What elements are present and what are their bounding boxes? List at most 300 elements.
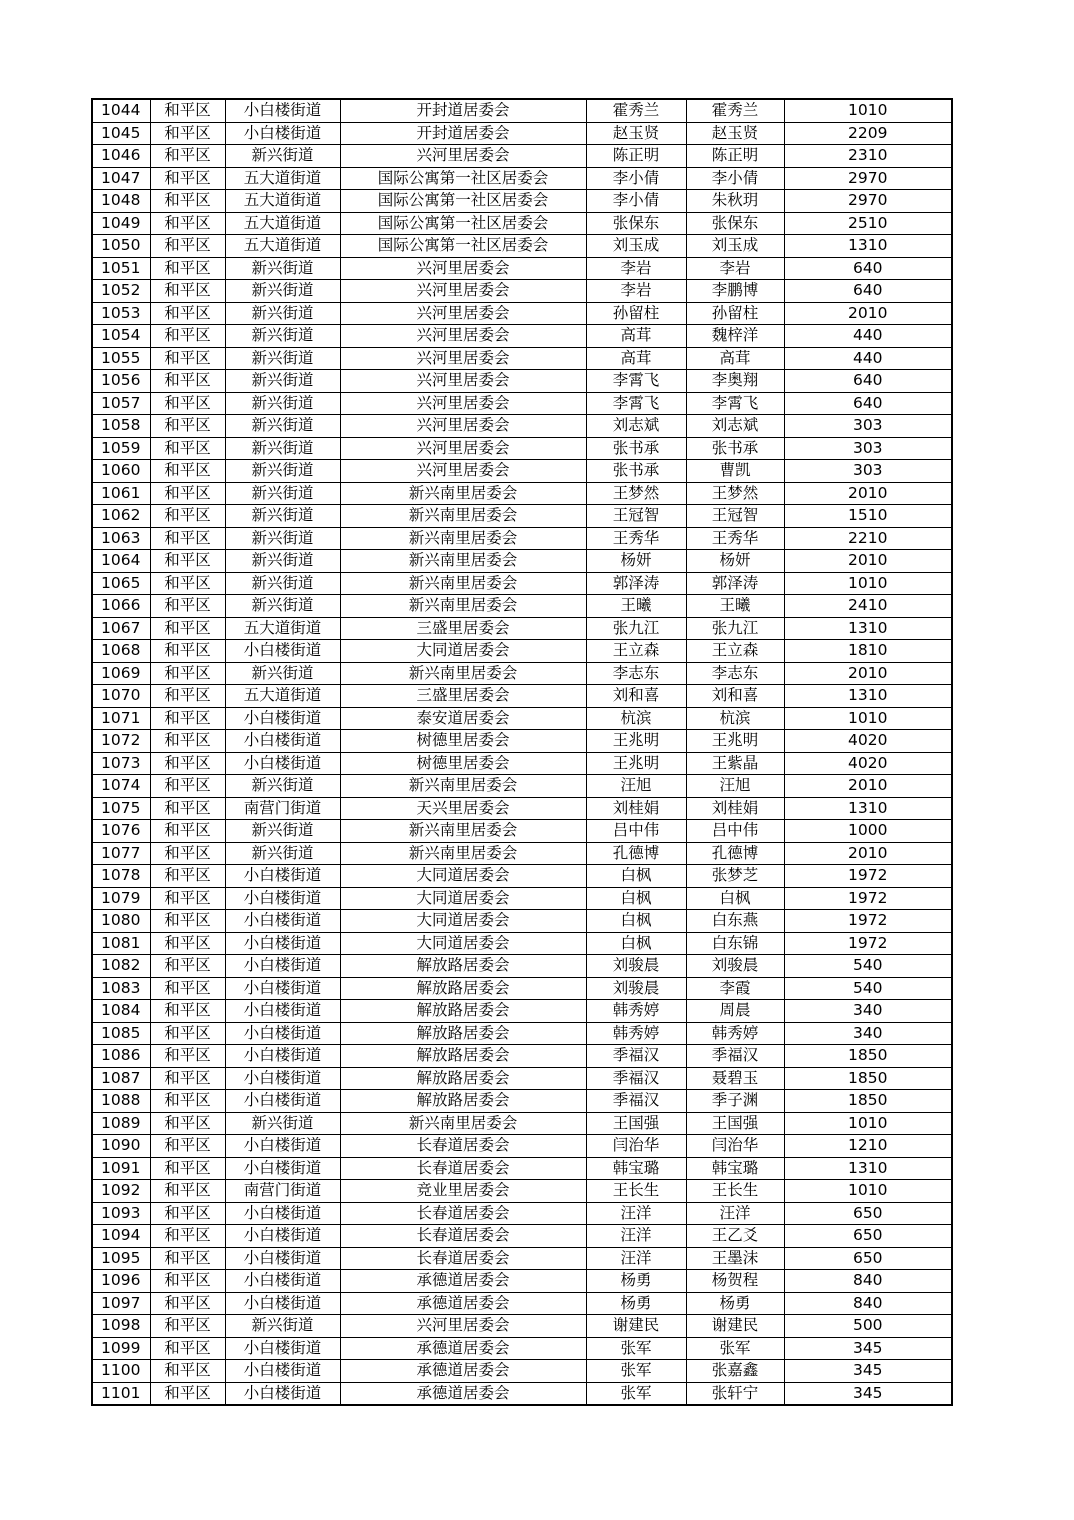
row-number-cell: 1063: [92, 527, 150, 550]
applicant-cell: 季福汉: [586, 1045, 686, 1068]
amount-cell: 2310: [784, 145, 952, 168]
district-cell: 和平区: [150, 190, 225, 213]
committee-cell: 国际公寓第一社区居委会: [340, 235, 586, 258]
committee-cell: 新兴南里居委会: [340, 775, 586, 798]
table-row: [92, 302, 952, 325]
member-cell: 王立森: [686, 640, 784, 663]
row-number-cell: 1072: [92, 730, 150, 753]
applicant-cell: 刘玉成: [586, 235, 686, 258]
committee-cell: 兴河里居委会: [340, 437, 586, 460]
applicant-cell: 王长生: [586, 1180, 686, 1203]
street-cell: 小白楼街道: [225, 1157, 340, 1180]
committee-cell: 兴河里居委会: [340, 392, 586, 415]
member-cell: 闫治华: [686, 1135, 784, 1158]
row-number-cell: 1089: [92, 1112, 150, 1135]
amount-cell: 345: [784, 1360, 952, 1383]
applicant-cell: 陈正明: [586, 145, 686, 168]
table-row: [92, 212, 952, 235]
district-cell: 和平区: [150, 572, 225, 595]
amount-cell: 440: [784, 325, 952, 348]
table-row: [92, 190, 952, 213]
street-cell: 小白楼街道: [225, 887, 340, 910]
amount-cell: 1010: [784, 99, 952, 122]
street-cell: 新兴街道: [225, 460, 340, 483]
committee-cell: 新兴南里居委会: [340, 595, 586, 618]
street-cell: 新兴街道: [225, 437, 340, 460]
street-cell: 新兴街道: [225, 550, 340, 573]
applicant-cell: 李小倩: [586, 190, 686, 213]
street-cell: 新兴街道: [225, 325, 340, 348]
street-cell: 五大道街道: [225, 212, 340, 235]
row-number-cell: 1069: [92, 662, 150, 685]
district-cell: 和平区: [150, 1045, 225, 1068]
row-number-cell: 1086: [92, 1045, 150, 1068]
committee-cell: 兴河里居委会: [340, 280, 586, 303]
table-row: [92, 1180, 952, 1203]
committee-cell: 竞业里居委会: [340, 1180, 586, 1203]
street-cell: 小白楼街道: [225, 1045, 340, 1068]
amount-cell: 2010: [784, 302, 952, 325]
committee-cell: 开封道居委会: [340, 122, 586, 145]
table-row: [92, 415, 952, 438]
committee-cell: 解放路居委会: [340, 1000, 586, 1023]
row-number-cell: 1100: [92, 1360, 150, 1383]
applicant-cell: 赵玉贤: [586, 122, 686, 145]
applicant-cell: 郭泽涛: [586, 572, 686, 595]
committee-cell: 长春道居委会: [340, 1202, 586, 1225]
street-cell: 小白楼街道: [225, 730, 340, 753]
district-cell: 和平区: [150, 145, 225, 168]
amount-cell: 1972: [784, 932, 952, 955]
district-cell: 和平区: [150, 685, 225, 708]
committee-cell: 兴河里居委会: [340, 460, 586, 483]
member-cell: 白东锦: [686, 932, 784, 955]
district-cell: 和平区: [150, 280, 225, 303]
committee-cell: 树德里居委会: [340, 752, 586, 775]
committee-cell: 长春道居委会: [340, 1247, 586, 1270]
row-number-cell: 1065: [92, 572, 150, 595]
street-cell: 小白楼街道: [225, 1135, 340, 1158]
district-cell: 和平区: [150, 370, 225, 393]
applicant-cell: 杨勇: [586, 1292, 686, 1315]
district-cell: 和平区: [150, 527, 225, 550]
table-row: [92, 752, 952, 775]
row-number-cell: 1070: [92, 685, 150, 708]
row-number-cell: 1081: [92, 932, 150, 955]
applicant-cell: 王国强: [586, 1112, 686, 1135]
district-cell: 和平区: [150, 977, 225, 1000]
amount-cell: 650: [784, 1247, 952, 1270]
row-number-cell: 1090: [92, 1135, 150, 1158]
district-cell: 和平区: [150, 1180, 225, 1203]
applicant-cell: 谢建民: [586, 1315, 686, 1338]
table-row: [92, 887, 952, 910]
district-cell: 和平区: [150, 415, 225, 438]
committee-cell: 国际公寓第一社区居委会: [340, 167, 586, 190]
amount-cell: 4020: [784, 730, 952, 753]
table-row: [92, 347, 952, 370]
district-cell: 和平区: [150, 505, 225, 528]
row-number-cell: 1066: [92, 595, 150, 618]
district-cell: 和平区: [150, 865, 225, 888]
table-row: [92, 482, 952, 505]
street-cell: 小白楼街道: [225, 1202, 340, 1225]
district-cell: 和平区: [150, 460, 225, 483]
amount-cell: 1310: [784, 617, 952, 640]
row-number-cell: 1050: [92, 235, 150, 258]
row-number-cell: 1047: [92, 167, 150, 190]
amount-cell: 2010: [784, 662, 952, 685]
amount-cell: 1010: [784, 1180, 952, 1203]
member-cell: 张军: [686, 1337, 784, 1360]
amount-cell: 2970: [784, 167, 952, 190]
street-cell: 新兴街道: [225, 1112, 340, 1135]
street-cell: 小白楼街道: [225, 955, 340, 978]
member-cell: 张书承: [686, 437, 784, 460]
table-row: [92, 145, 952, 168]
row-number-cell: 1074: [92, 775, 150, 798]
committee-cell: 兴河里居委会: [340, 145, 586, 168]
member-cell: 李岩: [686, 257, 784, 280]
committee-cell: 兴河里居委会: [340, 257, 586, 280]
applicant-cell: 张军: [586, 1337, 686, 1360]
row-number-cell: 1046: [92, 145, 150, 168]
street-cell: 新兴街道: [225, 505, 340, 528]
applicant-cell: 刘和喜: [586, 685, 686, 708]
street-cell: 小白楼街道: [225, 910, 340, 933]
row-number-cell: 1056: [92, 370, 150, 393]
applicant-cell: 李岩: [586, 257, 686, 280]
table-row: [92, 775, 952, 798]
applicant-cell: 孔德博: [586, 842, 686, 865]
street-cell: 新兴街道: [225, 347, 340, 370]
street-cell: 新兴街道: [225, 145, 340, 168]
district-cell: 和平区: [150, 325, 225, 348]
amount-cell: 1000: [784, 820, 952, 843]
applicant-cell: 王兆明: [586, 752, 686, 775]
member-cell: 聂碧玉: [686, 1067, 784, 1090]
row-number-cell: 1068: [92, 640, 150, 663]
applicant-cell: 王冠智: [586, 505, 686, 528]
row-number-cell: 1083: [92, 977, 150, 1000]
member-cell: 季福汉: [686, 1045, 784, 1068]
district-cell: 和平区: [150, 662, 225, 685]
committee-cell: 大同道居委会: [340, 910, 586, 933]
committee-cell: 解放路居委会: [340, 977, 586, 1000]
table-row: [92, 1292, 952, 1315]
amount-cell: 1972: [784, 865, 952, 888]
row-number-cell: 1091: [92, 1157, 150, 1180]
committee-cell: 新兴南里居委会: [340, 662, 586, 685]
district-cell: 和平区: [150, 347, 225, 370]
member-cell: 刘桂娟: [686, 797, 784, 820]
committee-cell: 泰安道居委会: [340, 707, 586, 730]
street-cell: 小白楼街道: [225, 1292, 340, 1315]
member-cell: 韩宝璐: [686, 1157, 784, 1180]
member-cell: 陈正明: [686, 145, 784, 168]
member-cell: 刘玉成: [686, 235, 784, 258]
row-number-cell: 1099: [92, 1337, 150, 1360]
street-cell: 小白楼街道: [225, 1090, 340, 1113]
applicant-cell: 汪旭: [586, 775, 686, 798]
applicant-cell: 汪洋: [586, 1247, 686, 1270]
amount-cell: 2510: [784, 212, 952, 235]
applicant-cell: 白枫: [586, 887, 686, 910]
table-row: [92, 617, 952, 640]
applicant-cell: 王立森: [586, 640, 686, 663]
district-cell: 和平区: [150, 797, 225, 820]
committee-cell: 兴河里居委会: [340, 325, 586, 348]
committee-cell: 大同道居委会: [340, 887, 586, 910]
member-cell: 刘志斌: [686, 415, 784, 438]
applicant-cell: 韩秀婷: [586, 1000, 686, 1023]
row-number-cell: 1098: [92, 1315, 150, 1338]
street-cell: 小白楼街道: [225, 752, 340, 775]
committee-cell: 兴河里居委会: [340, 347, 586, 370]
street-cell: 小白楼街道: [225, 865, 340, 888]
district-cell: 和平区: [150, 302, 225, 325]
committee-cell: 新兴南里居委会: [340, 1112, 586, 1135]
row-number-cell: 1053: [92, 302, 150, 325]
data-table: [91, 98, 953, 1406]
street-cell: 小白楼街道: [225, 1225, 340, 1248]
street-cell: 五大道街道: [225, 167, 340, 190]
member-cell: 汪洋: [686, 1202, 784, 1225]
district-cell: 和平区: [150, 775, 225, 798]
amount-cell: 1850: [784, 1067, 952, 1090]
amount-cell: 303: [784, 460, 952, 483]
applicant-cell: 白枫: [586, 865, 686, 888]
committee-cell: 新兴南里居委会: [340, 505, 586, 528]
row-number-cell: 1073: [92, 752, 150, 775]
committee-cell: 承德道居委会: [340, 1382, 586, 1405]
committee-cell: 承德道居委会: [340, 1337, 586, 1360]
table-row: [92, 1157, 952, 1180]
row-number-cell: 1093: [92, 1202, 150, 1225]
applicant-cell: 王秀华: [586, 527, 686, 550]
member-cell: 高茸: [686, 347, 784, 370]
district-cell: 和平区: [150, 730, 225, 753]
member-cell: 白枫: [686, 887, 784, 910]
street-cell: 小白楼街道: [225, 707, 340, 730]
row-number-cell: 1094: [92, 1225, 150, 1248]
member-cell: 杭滨: [686, 707, 784, 730]
district-cell: 和平区: [150, 707, 225, 730]
district-cell: 和平区: [150, 842, 225, 865]
table-row: [92, 1247, 952, 1270]
row-number-cell: 1051: [92, 257, 150, 280]
row-number-cell: 1067: [92, 617, 150, 640]
committee-cell: 解放路居委会: [340, 1090, 586, 1113]
district-cell: 和平区: [150, 212, 225, 235]
table-row: [92, 595, 952, 618]
committee-cell: 兴河里居委会: [340, 370, 586, 393]
applicant-cell: 刘骏晨: [586, 977, 686, 1000]
member-cell: 周晨: [686, 1000, 784, 1023]
table-row: [92, 572, 952, 595]
table-row: [92, 99, 952, 122]
row-number-cell: 1088: [92, 1090, 150, 1113]
applicant-cell: 张书承: [586, 460, 686, 483]
street-cell: 新兴街道: [225, 280, 340, 303]
committee-cell: 树德里居委会: [340, 730, 586, 753]
applicant-cell: 刘骏晨: [586, 955, 686, 978]
row-number-cell: 1084: [92, 1000, 150, 1023]
applicant-cell: 杨勇: [586, 1270, 686, 1293]
applicant-cell: 王曦: [586, 595, 686, 618]
committee-cell: 解放路居委会: [340, 1022, 586, 1045]
street-cell: 小白楼街道: [225, 1067, 340, 1090]
table-row: [92, 662, 952, 685]
amount-cell: 640: [784, 257, 952, 280]
member-cell: 刘和喜: [686, 685, 784, 708]
committee-cell: 三盛里居委会: [340, 685, 586, 708]
amount-cell: 440: [784, 347, 952, 370]
committee-cell: 天兴里居委会: [340, 797, 586, 820]
row-number-cell: 1064: [92, 550, 150, 573]
street-cell: 新兴街道: [225, 527, 340, 550]
amount-cell: 2970: [784, 190, 952, 213]
table-row: [92, 460, 952, 483]
table-row: [92, 257, 952, 280]
amount-cell: 1810: [784, 640, 952, 663]
table-row: [92, 955, 952, 978]
district-cell: 和平区: [150, 1360, 225, 1383]
district-cell: 和平区: [150, 1202, 225, 1225]
applicant-cell: 李小倩: [586, 167, 686, 190]
committee-cell: 解放路居委会: [340, 1045, 586, 1068]
committee-cell: 新兴南里居委会: [340, 550, 586, 573]
table-row: [92, 505, 952, 528]
amount-cell: 303: [784, 437, 952, 460]
amount-cell: 2010: [784, 775, 952, 798]
row-number-cell: 1085: [92, 1022, 150, 1045]
member-cell: 王兆明: [686, 730, 784, 753]
table-row: [92, 122, 952, 145]
district-cell: 和平区: [150, 1247, 225, 1270]
table-row: [92, 325, 952, 348]
table-row: [92, 685, 952, 708]
amount-cell: 340: [784, 1022, 952, 1045]
district-cell: 和平区: [150, 640, 225, 663]
table-row: [92, 730, 952, 753]
row-number-cell: 1075: [92, 797, 150, 820]
table-row: [92, 797, 952, 820]
amount-cell: 345: [784, 1382, 952, 1405]
applicant-cell: 刘志斌: [586, 415, 686, 438]
table-row: [92, 1315, 952, 1338]
street-cell: 新兴街道: [225, 392, 340, 415]
committee-cell: 新兴南里居委会: [340, 842, 586, 865]
table-row: [92, 865, 952, 888]
table-row: [92, 437, 952, 460]
district-cell: 和平区: [150, 1382, 225, 1405]
district-cell: 和平区: [150, 910, 225, 933]
district-cell: 和平区: [150, 595, 225, 618]
street-cell: 新兴街道: [225, 572, 340, 595]
amount-cell: 640: [784, 370, 952, 393]
row-number-cell: 1049: [92, 212, 150, 235]
member-cell: 杨妍: [686, 550, 784, 573]
district-cell: 和平区: [150, 1090, 225, 1113]
amount-cell: 340: [784, 1000, 952, 1023]
street-cell: 新兴街道: [225, 415, 340, 438]
row-number-cell: 1077: [92, 842, 150, 865]
member-cell: 曹凯: [686, 460, 784, 483]
applicant-cell: 韩秀婷: [586, 1022, 686, 1045]
amount-cell: 2010: [784, 550, 952, 573]
district-cell: 和平区: [150, 167, 225, 190]
amount-cell: 1010: [784, 1112, 952, 1135]
member-cell: 李小倩: [686, 167, 784, 190]
applicant-cell: 张军: [586, 1360, 686, 1383]
committee-cell: 解放路居委会: [340, 955, 586, 978]
amount-cell: 1850: [784, 1045, 952, 1068]
district-cell: 和平区: [150, 99, 225, 122]
row-number-cell: 1071: [92, 707, 150, 730]
table-row: [92, 977, 952, 1000]
member-cell: 王曦: [686, 595, 784, 618]
table-row: [92, 1225, 952, 1248]
applicant-cell: 季福汉: [586, 1067, 686, 1090]
amount-cell: 345: [784, 1337, 952, 1360]
table-row: [92, 707, 952, 730]
street-cell: 五大道街道: [225, 685, 340, 708]
table-row: [92, 1045, 952, 1068]
table-row: [92, 1022, 952, 1045]
member-cell: 张保东: [686, 212, 784, 235]
row-number-cell: 1080: [92, 910, 150, 933]
amount-cell: 1972: [784, 910, 952, 933]
street-cell: 新兴街道: [225, 370, 340, 393]
member-cell: 王长生: [686, 1180, 784, 1203]
committee-cell: 解放路居委会: [340, 1067, 586, 1090]
street-cell: 小白楼街道: [225, 1270, 340, 1293]
committee-cell: 新兴南里居委会: [340, 527, 586, 550]
row-number-cell: 1044: [92, 99, 150, 122]
applicant-cell: 王兆明: [586, 730, 686, 753]
amount-cell: 2410: [784, 595, 952, 618]
row-number-cell: 1054: [92, 325, 150, 348]
amount-cell: 650: [784, 1202, 952, 1225]
member-cell: 李志东: [686, 662, 784, 685]
member-cell: 谢建民: [686, 1315, 784, 1338]
table-row: [92, 1337, 952, 1360]
applicant-cell: 张书承: [586, 437, 686, 460]
member-cell: 李霞: [686, 977, 784, 1000]
district-cell: 和平区: [150, 1135, 225, 1158]
applicant-cell: 杨妍: [586, 550, 686, 573]
table-row: [92, 280, 952, 303]
row-number-cell: 1059: [92, 437, 150, 460]
applicant-cell: 韩宝璐: [586, 1157, 686, 1180]
table-row: [92, 820, 952, 843]
member-cell: 杨贺程: [686, 1270, 784, 1293]
row-number-cell: 1101: [92, 1382, 150, 1405]
amount-cell: 640: [784, 280, 952, 303]
amount-cell: 1850: [784, 1090, 952, 1113]
district-cell: 和平区: [150, 482, 225, 505]
table-row: [92, 842, 952, 865]
table-body: [92, 99, 952, 1405]
member-cell: 李霄飞: [686, 392, 784, 415]
member-cell: 孙留柱: [686, 302, 784, 325]
street-cell: 新兴街道: [225, 820, 340, 843]
street-cell: 新兴街道: [225, 1315, 340, 1338]
committee-cell: 兴河里居委会: [340, 302, 586, 325]
district-cell: 和平区: [150, 887, 225, 910]
table-row: [92, 640, 952, 663]
